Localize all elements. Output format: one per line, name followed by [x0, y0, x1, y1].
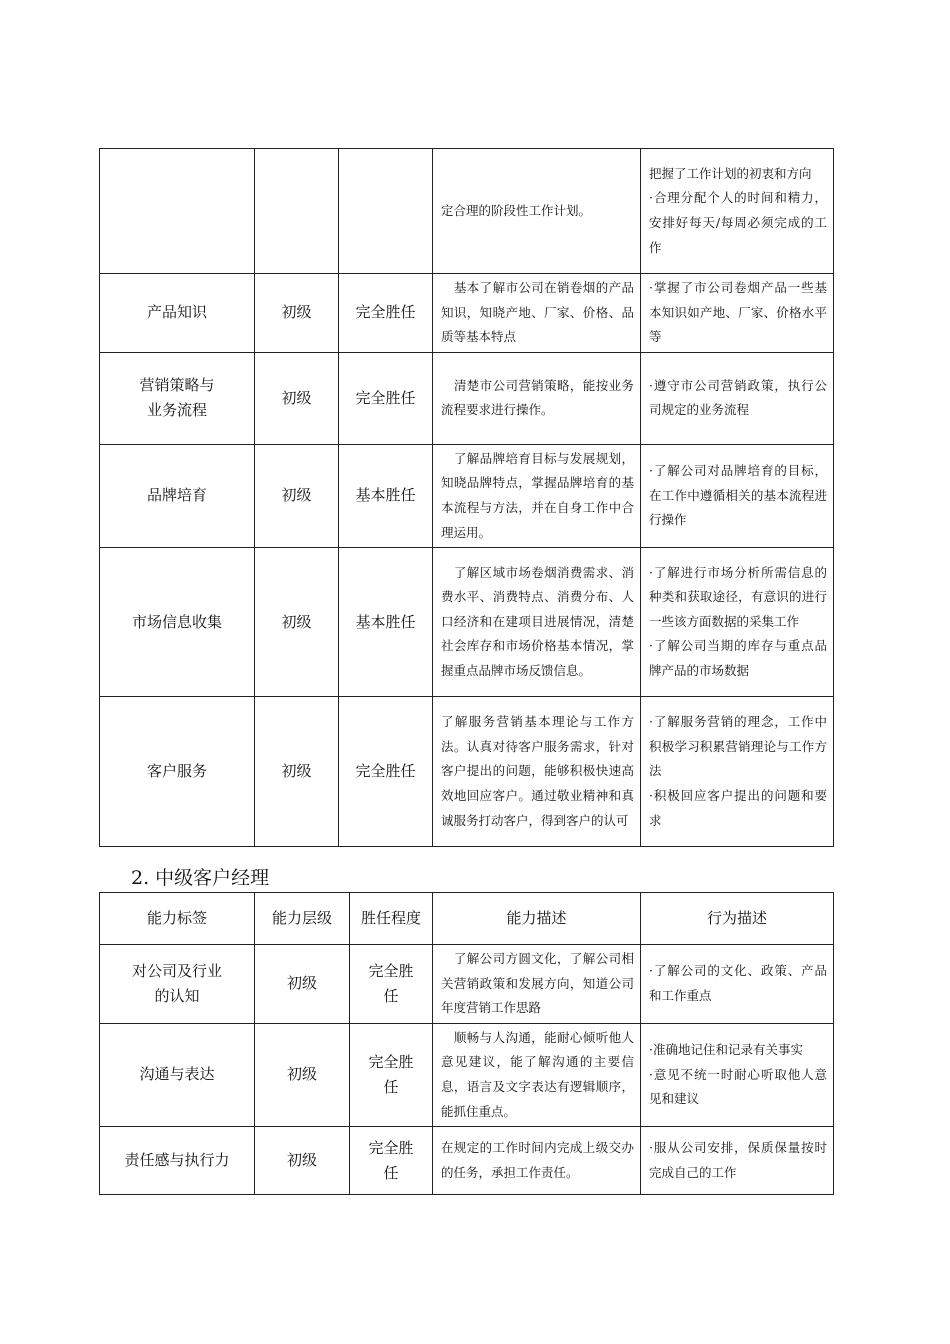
ability-level: 初级 [255, 697, 339, 847]
behavior-description: ·准确地记住和记录有关事实 ·意见不统一时耐心听取他人意见和建议 [641, 1023, 834, 1126]
ability-description: 了解区域市场卷烟消费需求、消费水平、消费特点、消费分布、人口经济和在建项目进展情况，清楚社会库存和市场价格基本情况，掌握重点品牌市场反馈信息。 [433, 548, 641, 697]
header-behavior-description: 行为描述 [641, 893, 834, 945]
ability-level: 初级 [255, 274, 339, 353]
header-ability-label: 能力标签 [100, 893, 255, 945]
table-row [100, 274, 834, 353]
ability-description: 了解服务营销基本理论与工作方法。认真对待客户服务需求，针对客户提出的问题，能够积极快速高效地回应客户。通过敬业精神和真诚服务打动客户，得到客户的认可 [433, 697, 641, 847]
competency-table-junior [99, 148, 834, 847]
ability-description: 定合理的阶段性工作计划。 [433, 149, 641, 274]
behavior-description: ·掌握了市公司卷烟产品一些基本知识如产地、厂家、价格水平等 [641, 274, 834, 353]
table-header-row [100, 893, 834, 945]
ability-label: 沟通与表达 [100, 1023, 255, 1126]
behavior-description: 把握了工作计划的初衷和方向 ·合理分配个人的时间和精力，安排好每天/每周必须完成的工作 [641, 149, 834, 274]
ability-level [255, 149, 339, 274]
ability-label: 对公司及行业 的认知 [100, 945, 255, 1024]
behavior-description: ·了解公司的文化、政策、产品和工作重点 [641, 945, 834, 1024]
ability-level: 初级 [255, 352, 339, 444]
table-row [100, 1127, 834, 1195]
ability-level: 初级 [255, 1023, 350, 1126]
table-row [100, 149, 834, 274]
ability-label: 责任感与执行力 [100, 1127, 255, 1195]
header-ability-description: 能力描述 [433, 893, 641, 945]
header-competence-degree: 胜任程度 [350, 893, 433, 945]
behavior-description: ·遵守市公司营销政策，执行公司规定的业务流程 [641, 352, 834, 444]
ability-level: 初级 [255, 548, 339, 697]
ability-description: 基本了解市公司在销卷烟的产品知识，知晓产地、厂家、价格、品质等基本特点 [433, 274, 641, 353]
ability-description: 在规定的工作时间内完成上级交办的任务，承担工作责任。 [433, 1127, 641, 1195]
ability-label: 产品知识 [100, 274, 255, 353]
section-heading: 2. 中级客户经理 [131, 867, 270, 889]
ability-description: 顺畅与人沟通，能耐心倾听他人意见建议，能了解沟通的主要信息，语言及文字表达有逻辑顺序，能抓住重点。 [433, 1023, 641, 1126]
ability-label [100, 149, 255, 274]
table-row [100, 352, 834, 444]
behavior-description: ·了解服务营销的理念，工作中积极学习积累营销理论与工作方法 ·积极回应客户提出的问题和要求 [641, 697, 834, 847]
competence-degree: 基本胜任 [339, 548, 433, 697]
behavior-description: ·服从公司安排，保质保量按时完成自己的工作 [641, 1127, 834, 1195]
ability-label: 品牌培育 [100, 444, 255, 547]
ability-description: 了解品牌培育目标与发展规划，知晓品牌特点，掌握品牌培育的基本流程与方法，并在自身工作中合理运用。 [433, 444, 641, 547]
table-row [100, 1023, 834, 1126]
competence-degree: 完全胜 任 [350, 945, 433, 1024]
ability-label: 市场信息收集 [100, 548, 255, 697]
ability-level: 初级 [255, 1127, 350, 1195]
ability-description: 清楚市公司营销策略，能按业务流程要求进行操作。 [433, 352, 641, 444]
ability-level: 初级 [255, 945, 350, 1024]
header-ability-level: 能力层级 [255, 893, 350, 945]
table-row [100, 697, 834, 847]
competence-degree: 完全胜任 [339, 352, 433, 444]
ability-description: 了解公司方圆文化，了解公司相关营销政策和发展方向，知道公司年度营销工作思路 [433, 945, 641, 1024]
behavior-description: ·了解进行市场分析所需信息的种类和获取途径，有意识的进行一些该方面数据的采集工作 ·了解公司当期的库存与重点品牌产品的市场数据 [641, 548, 834, 697]
competence-degree: 完全胜任 [339, 697, 433, 847]
behavior-description: ·了解公司对品牌培育的目标，在工作中遵循相关的基本流程进行操作 [641, 444, 834, 547]
table-row [100, 945, 834, 1024]
ability-level: 初级 [255, 444, 339, 547]
competency-table-intermediate [99, 892, 834, 1195]
ability-label: 客户服务 [100, 697, 255, 847]
ability-label: 营销策略与 业务流程 [100, 352, 255, 444]
table-row [100, 548, 834, 697]
competence-degree: 完全胜 任 [350, 1127, 433, 1195]
competence-degree: 完全胜任 [339, 274, 433, 353]
competence-degree: 完全胜 任 [350, 1023, 433, 1126]
competence-degree [339, 149, 433, 274]
table-row [100, 444, 834, 547]
competence-degree: 基本胜任 [339, 444, 433, 547]
